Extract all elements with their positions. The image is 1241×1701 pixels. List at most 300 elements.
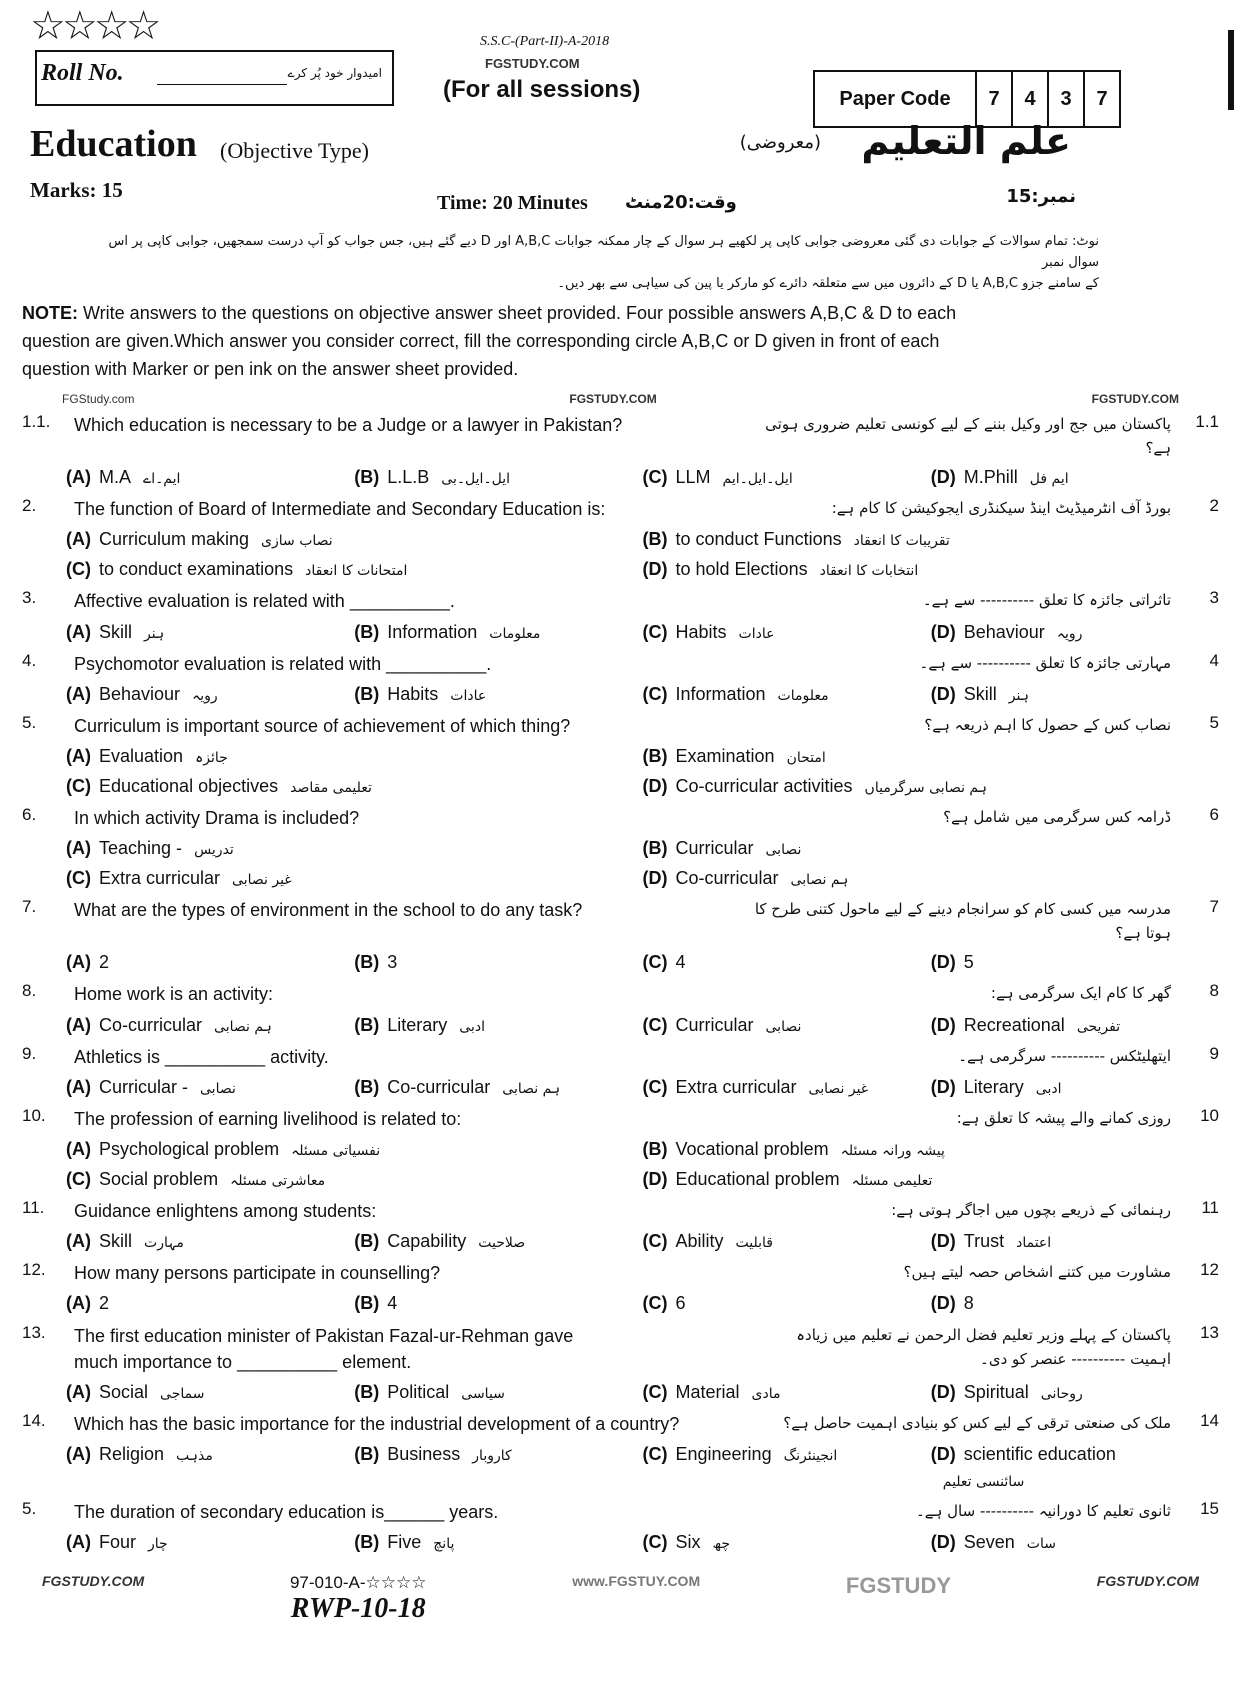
option-letter: (C) [642,1381,668,1402]
question-urdu-2: اہمیت ---------- عنصر کو دی۔ [980,1349,1171,1368]
option-text: Ability [675,1231,724,1252]
paper-code-digit: 3 [1047,72,1083,126]
question-number: 11. [22,1198,45,1218]
option-a [66,1012,354,1038]
option-a [66,619,354,645]
option-letter: (D) [642,868,668,889]
question-text: The function of Board of Intermediate and Secondary Education is: [74,499,606,520]
question-urdu-block [751,651,1171,675]
option-a [66,1136,643,1162]
question-text: Curriculum is important source of achievement of which thing? [74,715,571,736]
option-b [354,1441,642,1493]
option-text: Extra curricular [675,1076,797,1097]
option-letter: (D) [930,621,956,642]
question-number-urdu: 14 [1200,1410,1219,1430]
option-urdu: معلومات [777,687,829,704]
option-urdu: صلاحیت [478,1235,526,1252]
option-urdu: غیر نصابی [232,872,292,889]
option-urdu: سیاسی [461,1385,505,1402]
option-letter: (A) [66,1231,91,1252]
option-text: Behaviour [963,621,1045,642]
options [22,1012,1219,1038]
question-urdu: ثانوی تعلیم کا دورانیہ ---------- سال ہے۔ [916,1502,1171,1521]
option-c [643,1228,931,1254]
option-urdu: مادی [751,1385,781,1402]
option-letter: (A) [66,1076,91,1097]
option-text: Co-curricular [675,868,779,889]
option-letter: (C) [66,868,91,889]
option-text: Material [675,1381,740,1402]
option-text: Habits [387,683,439,704]
options [22,949,1219,975]
option-letter: (A) [66,1293,91,1314]
paper-code-digit: 4 [1011,72,1047,126]
question-urdu: ڈرامہ کس سرگرمی میں شامل ہے؟ [943,808,1171,827]
question-number: 14. [22,1410,46,1430]
option-urdu: ہنر [144,625,165,642]
option-text: to conduct examinations [99,559,294,580]
question-english [74,651,743,677]
option-text: Seven [963,1532,1015,1553]
option-text: Co-curricular [387,1076,491,1097]
option-text: Information [675,683,766,704]
option-text: Religion [99,1443,165,1464]
option-d [643,865,1220,891]
options [22,1136,1219,1192]
note-english [22,300,1219,384]
option-urdu: معاشرتی مسئلہ [230,1173,326,1190]
option-letter: (B) [354,1443,380,1464]
note-text: Write answers to the questions on objective answer sheet provided. Four possible answers A,B,C & D to each [83,303,957,324]
option-text: Habits [675,621,727,642]
question-english [74,713,743,739]
option-urdu: ہم نصابی سرگرمیاں [864,780,987,796]
question-text: Athletics is __________ activity. [74,1046,329,1067]
question-header [22,897,1219,945]
option-text: Curricular [675,838,754,859]
option-letter: (B) [354,683,380,704]
option-text: Five [387,1532,422,1553]
option-urdu: ایم۔اے [143,471,181,488]
question-urdu-block [751,588,1171,612]
option-a [66,1228,354,1254]
question-text: What are the types of environment in the school to do any task? [74,900,583,921]
question-number: 5. [22,712,37,732]
option-a [66,1529,354,1555]
question-6 [22,805,1219,891]
option-text: Six [675,1532,701,1553]
option-letter: (C) [66,559,91,580]
option-text: Business [387,1443,461,1464]
question-urdu-block [751,1198,1171,1222]
question-text: In which activity Drama is included? [74,808,360,829]
options [22,1379,1219,1405]
option-a [66,949,354,975]
option-urdu: نصابی [200,1080,236,1097]
option-urdu: انجینئرنگ [783,1447,838,1464]
option-text: M.Phill [963,467,1018,488]
option-letter: (C) [642,683,668,704]
option-b [354,681,642,707]
option-letter: (C) [642,1076,668,1097]
question-number: 4. [22,650,37,670]
option-letter: (C) [642,621,668,642]
question-urdu: ایتھلیٹکس ---------- سرگرمی ہے۔ [958,1046,1171,1065]
question-number-urdu: 1.1 [1195,412,1219,432]
question-urdu: نصاب کس کے حصول کا اہم ذریعہ ہے؟ [924,715,1171,734]
question-number-urdu: 2 [1209,496,1219,516]
paper-body [0,232,1241,1645]
option-urdu: ادبی [1035,1080,1062,1097]
question-number: 6. [22,805,37,825]
option-urdu: تعلیمی مسئلہ [851,1173,933,1190]
option-letter: (A) [66,745,91,766]
option-text: Four [99,1532,137,1553]
question-number: 8. [22,981,37,1001]
option-text: Curriculum making [99,529,250,550]
option-urdu: انتخابات کا انعقاد [819,563,919,580]
option-text: 6 [675,1293,686,1314]
option-text: Social problem [99,1169,219,1190]
option-text: M.A [99,467,132,488]
option-text: Curricular - [99,1076,189,1097]
option-urdu: کاروبار [472,1447,512,1464]
question-2 [22,496,1219,582]
option-letter: (D) [930,952,956,973]
question-number: 12. [22,1260,46,1280]
options [22,681,1219,707]
question-3 [22,588,1219,644]
option-letter: (D) [930,1014,956,1035]
question-5 [22,713,1219,799]
question-urdu: رہنمائی کے ذریعے بچوں میں اجاگر ہوتی ہے: [891,1201,1171,1220]
footer-center [290,1573,427,1625]
question-urdu-block [751,805,1171,829]
option-letter: (B) [354,1532,380,1553]
question-english [74,1260,743,1286]
option-text: Behaviour [99,683,181,704]
question-number-urdu: 15 [1200,1499,1219,1519]
option-a [66,526,643,552]
question-13 [22,1323,1219,1405]
option-letter: (C) [642,467,668,488]
footer-right: FGSTUDY.COM [1096,1573,1199,1590]
question-number-urdu: 7 [1209,897,1219,917]
option-text: Curricular [675,1014,754,1035]
subject-type: (Objective Type) [220,138,369,163]
question-english [74,1411,743,1437]
question-urdu-block [751,1106,1171,1130]
question-english [74,1499,743,1525]
option-c [66,1166,643,1192]
option-a [66,1441,354,1493]
option-c [643,1529,931,1555]
option-text: to conduct Functions [675,529,842,550]
question-english [74,1198,743,1224]
option-letter: (D) [930,1381,956,1402]
question-1 [22,412,1219,490]
question-english [74,1323,743,1375]
question-urdu-block [751,1044,1171,1068]
question-english [74,588,743,614]
watermark: FGSTUDY.COM [569,392,657,407]
option-b [354,1228,642,1254]
option-b [354,619,642,645]
option-letter: (D) [930,683,956,704]
option-c [66,773,643,799]
question-header [22,1499,1219,1525]
question-number-urdu: 5 [1209,712,1219,732]
option-b [354,1290,642,1316]
option-text: Skill [99,621,133,642]
option-letter: (D) [930,467,956,488]
option-b [643,835,1220,861]
option-urdu: مہارت [144,1235,184,1252]
stars-icon: ☆☆☆☆ [30,4,158,48]
option-urdu: پانچ [433,1536,455,1553]
question-number-urdu: 4 [1209,650,1219,670]
option-urdu: عادات [738,625,775,642]
option-c [643,1074,931,1100]
option-letter: (B) [642,1138,668,1159]
watermark: FGSTUDY.COM [1091,392,1179,407]
question-header [22,588,1219,614]
option-letter: (D) [930,1293,956,1314]
question-urdu: مشاورت میں کتنے اشخاص حصہ لیتے ہیں؟ [903,1263,1171,1282]
option-b [643,743,1220,769]
question-number-urdu: 10 [1200,1105,1219,1125]
footer-left: FGSTUDY.COM [42,1573,145,1590]
option-text: 3 [387,952,398,973]
option-a [66,1379,354,1405]
question-header [22,1411,1219,1437]
question-urdu: ملک کی صنعتی ترقی کے لیے کس کو بنیادی اہمیت حاصل ہے؟ [783,1413,1171,1432]
question-7 [22,897,1219,975]
option-urdu: امتحان [786,749,826,766]
question-urdu: گھر کا کام ایک سرگرمی ہے: [990,984,1171,1003]
question-header [22,1106,1219,1132]
option-urdu: ہم نصابی [214,1018,272,1035]
option-c [643,1379,931,1405]
question-text: Which education is necessary to be a Judge or a lawyer in Pakistan? [74,415,623,436]
paper-code-label: Paper Code [839,87,951,110]
options [22,1228,1219,1254]
option-c [66,556,643,582]
option-text: Vocational problem [675,1138,829,1159]
option-d [931,949,1219,975]
option-d [931,1441,1219,1493]
option-urdu: سات [1026,1536,1056,1553]
option-urdu: جائزہ [195,749,228,766]
option-letter: (A) [66,1138,91,1159]
question-urdu: مدرسہ میں کسی کام کو سرانجام دینے کے لیے ماحول کتنی طرح کا ہوتا ہے؟ [754,900,1171,943]
margin-mark [1228,30,1234,110]
question-text: The first education minister of Pakistan Fazal-ur-Rehman gave [74,1325,574,1346]
option-letter: (D) [930,1076,956,1097]
question-header [22,713,1219,739]
paper-code-digit: 7 [975,72,1011,126]
watermark: FGStudy.com [62,392,135,407]
option-letter: (C) [642,952,668,973]
option-urdu: معلومات [489,625,541,642]
option-letter: (C) [642,1014,668,1035]
roll-urdu: امیدوار خود پُر کرے [287,66,382,80]
option-letter: (B) [642,838,668,859]
option-text: Skill [99,1231,133,1252]
option-letter: (C) [642,1231,668,1252]
question-number-urdu: 6 [1209,805,1219,825]
question-number: 13. [22,1322,46,1342]
option-urdu: ہم نصابی [790,872,849,889]
question-urdu-block [751,713,1171,737]
question-number-urdu: 3 [1209,588,1219,608]
options [22,743,1219,799]
option-urdu: تدریس [194,842,234,859]
option-d [931,1012,1219,1038]
question-urdu: مہارتی جائزہ کا تعلق ---------- سے ہے۔ [919,653,1171,672]
question-header [22,496,1219,522]
option-b [354,1074,642,1100]
question-urdu-block [751,1499,1171,1523]
option-d [931,1529,1219,1555]
question-urdu: بورڈ آف انٹرمیڈیٹ اینڈ سیکنڈری ایجوکیشن کا کام ہے: [831,499,1171,518]
question-urdu-block [751,981,1171,1005]
question-english [74,1044,743,1070]
options [22,619,1219,645]
option-text: L.L.B [387,467,430,488]
option-text: Co-curricular activities [675,776,853,796]
question-urdu: روزی کمانے والے پیشہ کا تعلق ہے: [956,1108,1171,1127]
option-letter: (B) [354,1293,380,1314]
option-c [643,1290,931,1316]
question-english [74,897,743,923]
question-10 [22,1106,1219,1192]
option-d [931,619,1219,645]
time-urdu: وقت:20منٹ [625,192,737,213]
option-urdu: ہم نصابی [502,1080,561,1097]
option-a [66,681,354,707]
question-header [22,1198,1219,1224]
option-d [931,464,1219,490]
question-urdu-block [751,1411,1171,1435]
option-text: Trust [963,1231,1005,1252]
option-a [66,464,354,490]
option-urdu: رویہ [192,687,218,704]
question-urdu-block [751,897,1171,945]
option-letter: (B) [354,467,380,488]
option-urdu: ہنر [1008,687,1029,704]
question-number: 1.1. [22,412,51,432]
option-letter: (B) [354,1231,380,1252]
roll-number-box [35,50,394,106]
question-11 [22,1198,1219,1254]
question-urdu: پاکستان میں جج اور وکیل بننے کے لیے کونسی تعلیم ضروری ہوتی ہے؟ [765,415,1171,458]
option-c [643,681,931,707]
option-urdu: قابلیت [735,1235,773,1252]
option-b [354,1379,642,1405]
option-urdu: نصابی [765,1018,802,1035]
question-number-urdu: 11 [1201,1198,1219,1218]
watermark: www.FGSTUY.COM [572,1573,701,1590]
option-letter: (C) [66,776,91,796]
option-text: 5 [963,952,974,973]
option-letter: (C) [642,1443,668,1464]
option-letter: (A) [66,952,91,973]
option-urdu: ایل۔ایل۔ایم [722,471,793,488]
option-letter: (B) [354,1076,380,1097]
question-urdu-block [751,412,1171,460]
option-c [643,619,931,645]
question-english [74,981,743,1007]
option-letter: (B) [354,1381,380,1402]
option-letter: (A) [66,838,91,859]
option-urdu: روحانی [1040,1385,1083,1402]
question-number-urdu: 9 [1209,1043,1219,1063]
option-a [66,1290,354,1316]
option-c [643,1441,931,1493]
options [22,526,1219,582]
question-header [22,1260,1219,1286]
option-text: Psychological problem [99,1138,280,1159]
option-letter: (D) [642,776,668,796]
option-letter: (A) [66,1532,91,1553]
question-urdu-block [751,496,1171,520]
question-number-urdu: 13 [1200,1322,1219,1342]
option-urdu: عادات [450,687,487,704]
question-header [22,412,1219,460]
option-c [66,865,643,891]
option-text: Educational problem [675,1169,840,1190]
option-urdu: سماجی [160,1385,205,1402]
question-header [22,805,1219,831]
option-letter: (A) [66,1381,91,1402]
watermark-row [22,392,1219,406]
option-text: Co-curricular [99,1014,203,1035]
option-a [66,1074,354,1100]
question-urdu-block [751,1323,1171,1371]
option-letter: (D) [642,1169,668,1190]
question-9 [22,1044,1219,1100]
option-urdu: غیر نصابی [808,1080,869,1097]
note-line-1 [22,300,1219,328]
option-text: 8 [963,1293,974,1314]
option-text: Political [387,1381,450,1402]
option-b [354,464,642,490]
option-text: LLM [675,467,711,488]
option-b [354,1529,642,1555]
question-number-urdu: 12 [1200,1260,1219,1280]
note-line-2: question are given.Which answer you consider correct, fill the corresponding circle A,B,C or D given in front of each [22,331,940,352]
option-text: Recreational [963,1014,1065,1035]
option-urdu: چار [148,1536,168,1553]
option-urdu: تقریبات کا انعقاد [853,533,950,550]
handwritten-code: RWP-10-18 [290,1593,426,1625]
paper-header [0,0,1241,232]
option-text: Engineering [675,1443,772,1464]
question-text: How many persons participate in counselling? [74,1263,441,1284]
option-text: 4 [387,1293,398,1314]
option-letter: (B) [354,621,380,642]
option-urdu: سائنسی تعلیم [942,1473,1025,1490]
option-letter: (A) [66,1014,91,1035]
subject-title-urdu: علم التعلیم [861,119,1071,163]
options [22,1074,1219,1100]
option-letter: (A) [66,683,91,704]
question-urdu-block [751,1260,1171,1284]
note-urdu-block [22,232,1219,294]
option-letter: (D) [930,1231,956,1252]
option-urdu: نصابی [765,842,802,859]
